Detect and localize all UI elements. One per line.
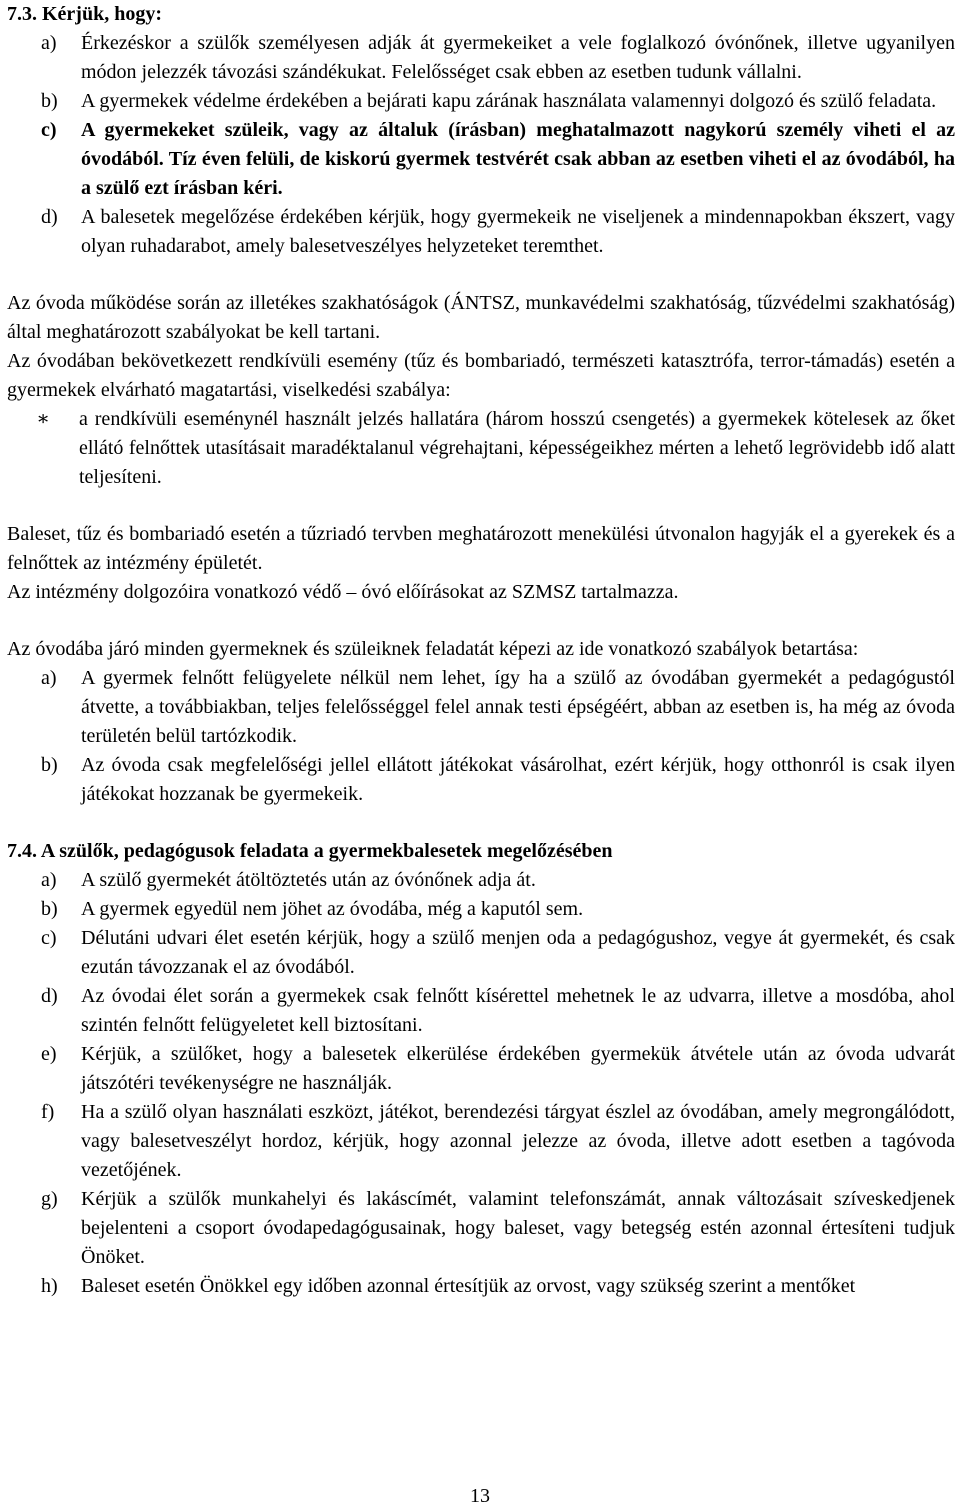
list-marker: g) <box>41 1188 58 1210</box>
list-item <box>7 895 955 924</box>
paragraph-szmsz: Az intézmény dolgozóira vonatkozó védő – óvó előírásokat az SZMSZ tartalmazza. <box>7 581 679 603</box>
list-item <box>7 203 955 261</box>
list-item <box>7 982 955 1040</box>
bullet-item-text: a rendkívüli eseménynél használt jelzés hallatára (három hosszú csengetés) a gyermekek kötelesek az őket ellátó felnőttek utasításait maradéktalanul végrehajtani, képességeikhez mérten a lehető legrövidebb idő alatt teljesíteni. <box>79 408 955 488</box>
list-item-text: A gyermekeket szüleik, vagy az általuk (írásban) meghatalmazott nagykorú személy viheti el az óvodából. Tíz éven felüli, de kiskorú gyermek testvérét csak abban az esetben viheti el az óvodából, ha a szülő ezt írásban kéri. <box>81 119 955 199</box>
list-marker: b) <box>41 90 58 112</box>
paragraph-emergency: Az óvodában bekövetkezett rendkívüli esemény (tűz és bombariadó, természeti katasztrófa, terror-támadás) esetén a gyermekek elvárható magatartási, viselkedési szabálya: <box>7 350 955 401</box>
list-item-text: A szülő gyermekét átöltöztetés után az óvónőnek adja át. <box>81 869 536 891</box>
paragraph-rules-intro: Az óvodába járó minden gyermeknek és szüleiknek feladatát képezi az ide vonatkozó szabályok betartása: <box>7 638 859 660</box>
list-item <box>7 1098 955 1185</box>
list-item-text: A balesetek megelőzése érdekében kérjük, hogy gyermekeik ne viseljenek a mindennapokban ékszert, vagy olyan ruhadarabot, amely balesetveszélyes helyzeteket teremthet. <box>81 206 955 257</box>
spacer <box>7 492 955 520</box>
page-number: 13 <box>470 1485 490 1507</box>
list-marker: a) <box>41 869 57 891</box>
list-marker: a) <box>41 667 57 689</box>
list-item-text: Baleset esetén Önökkel egy időben azonnal értesítjük az orvost, vagy szükség szerint a mentőket <box>81 1275 856 1297</box>
list-marker: d) <box>41 206 58 228</box>
list-marker: c) <box>41 119 57 141</box>
list-marker: a) <box>41 32 57 54</box>
spacer <box>7 607 955 635</box>
list-item <box>7 1040 955 1098</box>
list-marker: h) <box>41 1275 58 1297</box>
list-item-text: Az óvoda csak megfelelőségi jellel ellátott játékokat vásárolhat, ezért kérjük, hogy otthonról is csak ilyen játékokat hozzanak be gyermekeik. <box>81 754 955 805</box>
list-item-text: Délutáni udvari élet esetén kérjük, hogy a szülő menjen oda a pedagógushoz, vegye át gyermekét, és csak ezután távozzanak el az óvodából. <box>81 927 955 978</box>
list-item-text: Ha a szülő olyan használati eszközt, játékot, berendezési tárgyat észlel az óvodában, amely megrongálódott, vagy balesetveszélyt hordoz, kérjük, hogy azonnal jelezze az óvoda, illetve adott esetben a tagóvoda vezetőjének. <box>81 1101 955 1181</box>
list-item-text: A gyermek felnőtt felügyelete nélkül nem lehet, így ha a szülő az óvodában gyermekét a pedagógustól átvette, a továbbiakban, teljes felelősséggel felel annak testi épségéért, abban az esetben is, ha még az óvoda területén belül tartózkodik. <box>81 667 955 747</box>
list-item-text: Kérjük, a szülőket, hogy a balesetek elkerülése érdekében gyermekük átvétele után az óvoda udvarát játszótéri tevékenységre ne használják. <box>81 1043 955 1094</box>
list-item <box>7 1272 955 1301</box>
list-item-text: Az óvodai élet során a gyermekek csak felnőtt kísérettel mehetnek le az udvarra, illetve a mosdóba, ahol szintén felnőtt felügyeletet kell biztosítani. <box>81 985 955 1036</box>
list-marker: f) <box>41 1101 55 1123</box>
spacer <box>7 261 955 289</box>
list-item <box>7 29 955 87</box>
list-item <box>7 87 955 116</box>
list-item <box>7 751 955 809</box>
bullet-item <box>7 405 955 492</box>
list-item-text: A gyermek egyedül nem jöhet az óvodába, még a kaputól sem. <box>81 898 584 920</box>
list-item <box>7 866 955 895</box>
spacer <box>7 809 955 837</box>
paragraph-authorities: Az óvoda működése során az illetékes szakhatóságok (ÁNTSZ, munkavédelmi szakhatóság, tűzvédelmi szakhatóság) által meghatározott szabályokat be kell tartani. <box>7 292 955 343</box>
section-heading-7-3: 7.3. Kérjük, hogy: <box>7 3 162 25</box>
list-marker: c) <box>41 927 57 949</box>
list-marker: e) <box>41 1043 57 1065</box>
list-marker: b) <box>41 898 58 920</box>
list-marker: b) <box>41 754 58 776</box>
list-marker: d) <box>41 985 58 1007</box>
list-item <box>7 924 955 982</box>
list-item <box>7 1185 955 1272</box>
list-item-text: A gyermekek védelme érdekében a bejárati kapu zárának használata valamennyi dolgozó és szülő feladata. <box>81 90 937 112</box>
paragraph-escape-route: Baleset, tűz és bombariadó esetén a tűzriadó tervben meghatározott menekülési útvonalon hagyják el a gyerekek és a felnőttek az intézmény épületét. <box>7 523 955 574</box>
list-item <box>7 116 955 203</box>
section-heading-7-4: 7.4. A szülők, pedagógusok feladata a gyermekbalesetek megelőzésében <box>7 840 613 862</box>
document-page <box>7 0 955 1301</box>
list-item-text: Érkezéskor a szülők személyesen adják át gyermekeiket a vele foglalkozó óvónőnek, illetve ugyanilyen módon jelezzék távozási szándékukat. Felelősséget csak ebben az esetben tudunk vállalni. <box>81 32 955 83</box>
asterisk-bullet-icon: ∗ <box>36 408 50 430</box>
list-item <box>7 664 955 751</box>
list-item-text: Kérjük a szülők munkahelyi és lakáscímét, valamint telefonszámát, annak változásait szíveskedjenek bejelenteni a csoport óvodapedagógusainak, hogy baleset, vagy betegség estén azonnal értesíteni tudjuk Önöket. <box>81 1188 955 1268</box>
